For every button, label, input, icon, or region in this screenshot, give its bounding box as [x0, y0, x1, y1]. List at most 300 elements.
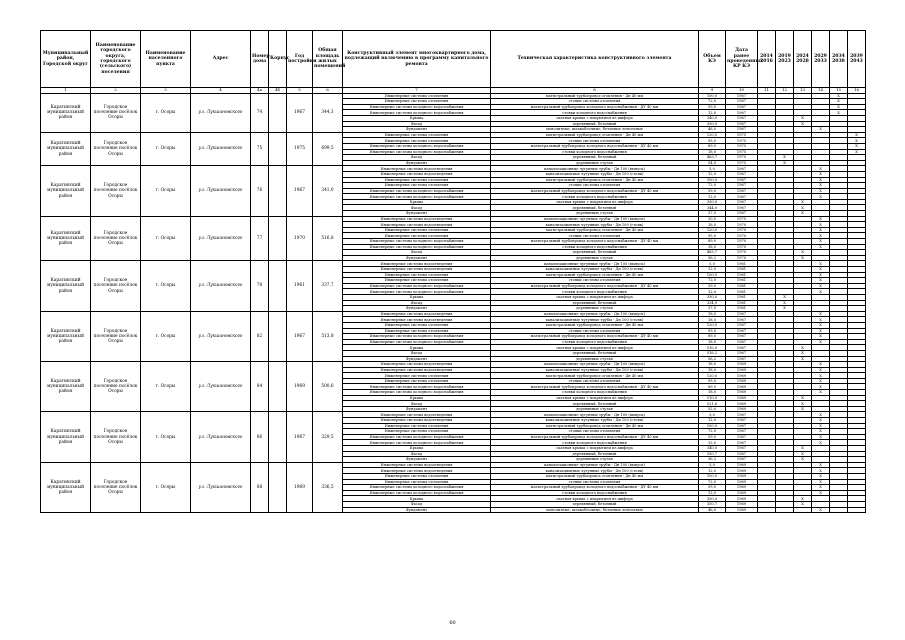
volume-cell: 463,7 [699, 250, 726, 256]
structural-element-cell: Инженерные системы водоотведения [343, 311, 491, 317]
structural-element-cell: Инженерные системы водоотведения [343, 267, 491, 273]
structural-element-cell: Инженерные системы холодного водоснабжения [343, 194, 491, 200]
district-cell: Каратинский муниципальный район [41, 261, 91, 311]
column-number: 11 [758, 88, 776, 94]
previous-repair-date-cell: 1969 [726, 378, 758, 384]
structural-element-cell: Инженерные системы холодного водоснабжения [343, 143, 491, 149]
period-mark-cell: X [812, 485, 830, 491]
structural-element-cell: Фасад [343, 300, 491, 306]
specification-cell: магистральный трубопровод холодного водоснабжения - ДУ 40 мм [491, 334, 699, 340]
volume-cell: 37,5 [699, 306, 726, 312]
column-number: 9 [699, 88, 726, 94]
period-mark-cell [758, 507, 776, 513]
structural-element-cell: Инженерные системы холодного водоснабжения [343, 334, 491, 340]
settlement-cell: Городское поселение посёлок Осоры [91, 166, 141, 216]
period-mark-cell: X [794, 401, 812, 407]
volume-cell: 350,0 [699, 121, 726, 127]
street-cell: ул. Лукшиновского [191, 261, 251, 311]
column-number: 4б [269, 88, 287, 94]
period-mark-cell: X [812, 334, 830, 340]
living-area-cell: 341,0 [313, 166, 343, 216]
header-cell: Техническая характеристика конструктивного элемента [491, 31, 699, 88]
structural-element-cell: Инженерные системы водоотведения [343, 222, 491, 228]
period-mark-cell: X [830, 104, 848, 110]
structural-element-cell: Инженерные системы водоотведения [343, 462, 491, 468]
specification-cell: скатная крыша с покрытием из шифера [491, 496, 699, 502]
volume-cell: 340,0 [699, 115, 726, 121]
column-number: 6 [313, 88, 343, 94]
structural-element-cell: Инженерные системы отопления [343, 227, 491, 233]
specification-cell: деревянные стулья [491, 406, 699, 412]
previous-repair-date-cell: 1970 [726, 250, 758, 256]
previous-repair-date-cell: 1961 [726, 294, 758, 300]
volume-cell: 12,0 [699, 267, 726, 273]
volume-cell: 340,0 [699, 446, 726, 452]
specification-cell: канализационные чугунные трубы - Дн 100 (выпуск) [491, 261, 699, 267]
volume-cell: 95,0 [699, 138, 726, 144]
building-cell [269, 362, 287, 412]
volume-cell: 72,0 [699, 183, 726, 189]
structural-element-cell: Крыша [343, 446, 491, 452]
specification-cell: магистральный трубопровод отопления - Дн 40 мм [491, 93, 699, 99]
volume-cell: 95,0 [699, 378, 726, 384]
previous-repair-date-cell: 1961 [726, 300, 758, 306]
specification-cell: стояки системы отопления [491, 99, 699, 105]
period-mark-cell: X [776, 300, 794, 306]
period-mark-cell [848, 507, 866, 513]
period-mark-cell: X [776, 294, 794, 300]
specification-cell: канализационные чугунные трубы - Дн 100 (стояк) [491, 171, 699, 177]
previous-repair-date-cell: 1969 [726, 496, 758, 502]
period-mark-cell: X [794, 211, 812, 217]
year-built-cell: 1969 [287, 462, 313, 512]
volume-cell: 100,0 [699, 177, 726, 183]
living-area-cell: 500,6 [313, 362, 343, 412]
volume-cell: 12,0 [699, 468, 726, 474]
volume-cell: 18,0 [699, 362, 726, 368]
house-number-cell: 86 [251, 412, 269, 462]
volume-cell: 510,0 [699, 395, 726, 401]
specification-cell: стояки системы отопления [491, 479, 699, 485]
previous-repair-date-cell: 1969 [726, 367, 758, 373]
locality-cell: г. Осоры [141, 93, 191, 132]
volume-cell: 59,0 [699, 104, 726, 110]
specification-cell: канализационные чугунные трубы - Дн 100 (стояк) [491, 468, 699, 474]
building-cell [269, 216, 287, 261]
structural-element-cell: Инженерные системы холодного водоснабжения [343, 244, 491, 250]
period-mark-cell: X [812, 278, 830, 284]
period-mark-cell: X [812, 261, 830, 267]
living-area-cell: 344,3 [313, 93, 343, 132]
house-number-cell: 77 [251, 216, 269, 261]
previous-repair-date-cell: 1967 [726, 412, 758, 418]
structural-element-cell: Инженерные системы отопления [343, 132, 491, 138]
previous-repair-date-cell: 1969 [726, 373, 758, 379]
structural-element-cell: Инженерные системы отопления [343, 479, 491, 485]
page-number: 60 [449, 620, 456, 626]
previous-repair-date-cell: 1967 [726, 171, 758, 177]
structural-element-cell: Фундамент [343, 255, 491, 261]
previous-repair-date-cell: 1969 [726, 507, 758, 513]
column-number: 2 [91, 88, 141, 94]
period-mark-cell: X [812, 490, 830, 496]
settlement-cell: Городское поселение посёлок Осоры [91, 462, 141, 512]
period-mark-cell: X [812, 177, 830, 183]
column-number: 7 [343, 88, 491, 94]
structural-element-cell: Инженерные системы отопления [343, 429, 491, 435]
settlement-cell: Городское поселение посёлок Осоры [91, 412, 141, 462]
structural-element-cell: Крыша [343, 345, 491, 351]
previous-repair-date-cell: 1967 [726, 183, 758, 189]
volume-cell: 350,7 [699, 501, 726, 507]
structural-element-cell: Инженерные системы отопления [343, 423, 491, 429]
period-mark-cell: X [812, 222, 830, 228]
period-mark-cell: X [812, 479, 830, 485]
locality-cell: г. Осоры [141, 311, 191, 361]
previous-repair-date-cell: 1961 [726, 283, 758, 289]
previous-repair-date-cell: 1975 [726, 155, 758, 161]
structural-element-cell: Инженерные системы холодного водоснабжения [343, 485, 491, 491]
specification-cell: магистральный трубопровод отопления - Дн 40 мм [491, 423, 699, 429]
volume-cell: 95,0 [699, 233, 726, 239]
volume-cell: 72,0 [699, 99, 726, 105]
period-mark-cell: X [794, 457, 812, 463]
specification-cell: деревянный, бетонный [491, 121, 699, 127]
year-built-cell: 1970 [287, 216, 313, 261]
year-built-cell: 1967 [287, 93, 313, 132]
volume-cell: 59,0 [699, 485, 726, 491]
structural-element-cell: Инженерные системы холодного водоснабжения [343, 339, 491, 345]
previous-repair-date-cell: 1969 [726, 406, 758, 412]
building-cell [269, 462, 287, 512]
house-number-cell: 76 [251, 166, 269, 216]
previous-repair-date-cell: 1967 [726, 166, 758, 172]
period-mark-cell: X [812, 317, 830, 323]
header-cell: 2014 2016 [758, 31, 776, 88]
specification-cell: магистральный трубопровод холодного водоснабжения - ДУ 40 мм [491, 239, 699, 245]
period-mark-cell: X [794, 356, 812, 362]
specification-cell: деревянные стулья [491, 255, 699, 261]
specification-cell: стояки системы отопления [491, 429, 699, 435]
street-cell: ул. Лукшиновского [191, 311, 251, 361]
specification-cell: деревянный, бетонный [491, 451, 699, 457]
period-mark-cell: X [812, 267, 830, 273]
structural-element-cell: Фасад [343, 121, 491, 127]
period-mark-cell: X [776, 155, 794, 161]
volume-cell: 46,0 [699, 507, 726, 513]
period-mark-cell: X [812, 227, 830, 233]
structural-element-cell: Инженерные системы отопления [343, 278, 491, 284]
previous-repair-date-cell: 1967 [726, 194, 758, 200]
specification-cell: стояки холодного водоснабжения [491, 440, 699, 446]
structural-element-cell: Инженерные системы отопления [343, 138, 491, 144]
specification-cell: канализационные чугунные трубы - Дн 100 (стояк) [491, 367, 699, 373]
structural-element-cell: Инженерные системы водоотведения [343, 468, 491, 474]
period-mark-cell: X [830, 110, 848, 116]
previous-repair-date-cell: 1967 [726, 328, 758, 334]
previous-repair-date-cell: 1969 [726, 395, 758, 401]
specification-cell: стояки холодного водоснабжения [491, 110, 699, 116]
period-mark-cell: X [812, 272, 830, 278]
settlement-cell: Городское поселение посёлок Осоры [91, 261, 141, 311]
structural-element-cell: Крыша [343, 496, 491, 502]
period-mark-cell: X [812, 378, 830, 384]
header-cell: Номер дома [251, 31, 269, 88]
period-mark-cell: X [848, 143, 866, 149]
living-area-cell: 329,5 [313, 412, 343, 462]
volume-cell: 54,0 [699, 160, 726, 166]
period-mark-cell: X [812, 339, 830, 345]
structural-element-cell: Крыша [343, 115, 491, 121]
volume-cell: 89,0 [699, 384, 726, 390]
specification-cell: стояки системы отопления [491, 328, 699, 334]
period-mark-cell: X [812, 390, 830, 396]
volume-cell: 46,0 [699, 127, 726, 133]
previous-repair-date-cell: 1967 [726, 423, 758, 429]
period-mark-cell: X [794, 496, 812, 502]
period-mark-cell [830, 507, 848, 513]
structural-element-cell: Инженерные системы холодного водоснабжения [343, 104, 491, 110]
volume-cell: 18,0 [699, 339, 726, 345]
structural-element-cell: Инженерные системы водоотведения [343, 166, 491, 172]
specification-cell: магистральный трубопровод отопления - Дн 40 мм [491, 373, 699, 379]
period-mark-cell: X [776, 306, 794, 312]
house-number-cell: 82 [251, 311, 269, 361]
previous-repair-date-cell: 1975 [726, 132, 758, 138]
period-mark-cell: X [812, 216, 830, 222]
previous-repair-date-cell: 1970 [726, 227, 758, 233]
volume-cell: 5,0 [699, 261, 726, 267]
period-mark-cell: X [794, 350, 812, 356]
column-number: 16 [848, 88, 866, 94]
previous-repair-date-cell: 1967 [726, 440, 758, 446]
volume-cell: 350,7 [699, 451, 726, 457]
previous-repair-date-cell: 1970 [726, 255, 758, 261]
previous-repair-date-cell: 1969 [726, 390, 758, 396]
specification-cell: деревянные стулья [491, 160, 699, 166]
structural-element-cell: Фасад [343, 350, 491, 356]
structural-element-cell: Инженерные системы холодного водоснабжения [343, 110, 491, 116]
specification-cell: деревянный, бетонный [491, 205, 699, 211]
locality-cell: г. Осоры [141, 166, 191, 216]
period-mark-cell: X [812, 289, 830, 295]
period-mark-cell: X [830, 93, 848, 99]
volume-cell: 100,0 [699, 423, 726, 429]
column-number: 13 [794, 88, 812, 94]
specification-cell: канализационные чугунные трубы - Дн 100 (выпуск) [491, 462, 699, 468]
period-mark-cell: X [812, 127, 830, 133]
structural-element-cell: Инженерные системы водоотведения [343, 367, 491, 373]
street-cell: ул. Лукшиновского [191, 166, 251, 216]
specification-cell: магистральный трубопровод холодного водоснабжения - ДУ 40 мм [491, 283, 699, 289]
structural-element-cell: Инженерные системы отопления [343, 272, 491, 278]
specification-cell: деревянный, бетонный [491, 350, 699, 356]
volume-cell: 59,0 [699, 434, 726, 440]
settlement-cell: Городское поселение посёлок Осоры [91, 93, 141, 132]
column-number: 14 [812, 88, 830, 94]
district-cell: Каратинский муниципальный район [41, 132, 91, 166]
volume-cell: 12,0 [699, 490, 726, 496]
period-mark-cell: X [812, 239, 830, 245]
specification-cell: канализационные чугунные трубы - Дн 100 (стояк) [491, 267, 699, 273]
period-mark-cell: X [812, 188, 830, 194]
header-cell: Объем КЭ [699, 31, 726, 88]
specification-cell: магистральный трубопровод отопления - Дн 40 мм [491, 272, 699, 278]
specification-cell: канализационные чугунные трубы - Дн 100 (выпуск) [491, 311, 699, 317]
specification-cell: канализационные чугунные трубы - Дн 100 (выпуск) [491, 412, 699, 418]
volume-cell: 120,0 [699, 227, 726, 233]
column-number: 4 [191, 88, 251, 94]
locality-cell: г. Осоры [141, 216, 191, 261]
specification-cell: магистральный трубопровод холодного водоснабжения - ДУ 40 мм [491, 143, 699, 149]
specification-cell: магистральный трубопровод отопления - Дн 40 мм [491, 132, 699, 138]
district-cell: Каратинский муниципальный район [41, 362, 91, 412]
year-built-cell: 1967 [287, 412, 313, 462]
previous-repair-date-cell: 1961 [726, 267, 758, 273]
year-built-cell: 1975 [287, 132, 313, 166]
specification-cell: стояки системы отопления [491, 278, 699, 284]
specification-cell: скатная крыша с покрытием из шифера [491, 199, 699, 205]
living-area-cell: 337,7 [313, 261, 343, 311]
specification-cell: стояки системы отопления [491, 138, 699, 144]
district-cell: Каратинский муниципальный район [41, 462, 91, 512]
period-mark-cell: X [812, 434, 830, 440]
structural-element-cell: Инженерные системы отопления [343, 93, 491, 99]
specification-cell: канализационные чугунные трубы - Дн 100 (выпуск) [491, 362, 699, 368]
specification-cell: стояки холодного водоснабжения [491, 289, 699, 295]
previous-repair-date-cell: 1969 [726, 501, 758, 507]
period-mark-cell: X [812, 233, 830, 239]
building-cell [269, 166, 287, 216]
volume-cell: 12,0 [699, 440, 726, 446]
structural-element-cell: Инженерные системы холодного водоснабжения [343, 434, 491, 440]
previous-repair-date-cell: 1969 [726, 401, 758, 407]
structural-element-cell: Инженерные системы отопления [343, 328, 491, 334]
building-cell [269, 311, 287, 361]
specification-cell: магистральный трубопровод холодного водоснабжения - ДУ 40 мм [491, 188, 699, 194]
structural-element-cell: Фундамент [343, 457, 491, 463]
period-mark-cell: X [812, 328, 830, 334]
previous-repair-date-cell: 1970 [726, 239, 758, 245]
period-mark-cell: X [812, 166, 830, 172]
period-mark-cell [776, 507, 794, 513]
header-cell: 2029 2033 [812, 31, 830, 88]
street-cell: ул. Лукшиновского [191, 132, 251, 166]
header-cell: Наименование населенного пункта [141, 31, 191, 88]
structural-element-cell: Инженерные системы холодного водоснабжения [343, 440, 491, 446]
structural-element-cell: Инженерные системы холодного водоснабжения [343, 390, 491, 396]
previous-repair-date-cell: 1961 [726, 272, 758, 278]
specification-cell: стояки холодного водоснабжения [491, 490, 699, 496]
period-mark-cell: X [776, 160, 794, 166]
previous-repair-date-cell: 1969 [726, 479, 758, 485]
previous-repair-date-cell: 1969 [726, 485, 758, 491]
structural-element-cell: Инженерные системы холодного водоснабжения [343, 239, 491, 245]
period-mark-cell: X [812, 373, 830, 379]
structural-element-cell: Инженерные системы водоотведения [343, 317, 491, 323]
header-cell: Дата ранее проведенных КР КЭ [726, 31, 758, 88]
structural-element-cell: Фундамент [343, 507, 491, 513]
volume-cell: 59,0 [699, 283, 726, 289]
district-cell: Каратинский муниципальный район [41, 311, 91, 361]
structural-element-cell: Инженерные системы водоотведения [343, 418, 491, 424]
header-cell: Конструктивный элемент многоквартирного дома, подлежащий включению в программу капитального ремонта [343, 31, 491, 88]
volume-cell: 120,0 [699, 132, 726, 138]
specification-cell: стояки холодного водоснабжения [491, 194, 699, 200]
volume-cell: 18,0 [699, 244, 726, 250]
previous-repair-date-cell: 1967 [726, 110, 758, 116]
period-mark-cell: X [794, 250, 812, 256]
previous-repair-date-cell: 1970 [726, 216, 758, 222]
previous-repair-date-cell: 1967 [726, 93, 758, 99]
structural-element-cell: Фасад [343, 250, 491, 256]
previous-repair-date-cell: 1967 [726, 322, 758, 328]
period-mark-cell: X [812, 311, 830, 317]
specification-cell: канализационные чугунные трубы - Дн 100 (стояк) [491, 222, 699, 228]
house-number-cell: 84 [251, 362, 269, 412]
specification-cell: стояки системы отопления [491, 233, 699, 239]
year-built-cell: 1961 [287, 261, 313, 311]
locality-cell: г. Осоры [141, 261, 191, 311]
previous-repair-date-cell: 1969 [726, 462, 758, 468]
structural-element-cell: Крыша [343, 395, 491, 401]
period-mark-cell: X [848, 132, 866, 138]
specification-cell: скатная крыша с покрытием из шифера [491, 395, 699, 401]
structural-element-cell: Инженерные системы отопления [343, 473, 491, 479]
volume-cell: 89,0 [699, 239, 726, 245]
header-cell: Год постройки [287, 31, 313, 88]
column-number: 5 [287, 88, 313, 94]
period-mark-cell: X [812, 429, 830, 435]
previous-repair-date-cell: 1969 [726, 362, 758, 368]
volume-cell: 100,0 [699, 272, 726, 278]
specification-cell: деревянный, бетонный [491, 401, 699, 407]
volume-cell: 12,0 [699, 110, 726, 116]
volume-cell: 95,0 [699, 328, 726, 334]
volume-cell: 5,0 [699, 462, 726, 468]
header-cell: Общая площадь жилых помещений [313, 31, 343, 88]
volume-cell: 72,0 [699, 479, 726, 485]
header-cell: Корпус [269, 31, 287, 88]
previous-repair-date-cell: 1961 [726, 306, 758, 312]
previous-repair-date-cell: 1969 [726, 468, 758, 474]
building-cell [269, 412, 287, 462]
column-number: 8 [491, 88, 699, 94]
volume-cell: 463,7 [699, 155, 726, 161]
period-mark-cell: X [812, 183, 830, 189]
previous-repair-date-cell: 1967 [726, 311, 758, 317]
specification-cell: стояки холодного водоснабжения [491, 149, 699, 155]
structural-element-cell: Инженерные системы холодного водоснабжения [343, 490, 491, 496]
previous-repair-date-cell: 1967 [726, 350, 758, 356]
column-number: 4а [251, 88, 269, 94]
period-mark-cell: X [812, 507, 830, 513]
period-mark-cell: X [794, 501, 812, 507]
structural-element-cell: Фасад [343, 451, 491, 457]
period-mark-cell: X [794, 406, 812, 412]
volume-cell: 120,0 [699, 322, 726, 328]
previous-repair-date-cell: 1967 [726, 199, 758, 205]
specification-cell: магистральный трубопровод холодного водоснабжения - ДУ 40 мм [491, 485, 699, 491]
specification-cell: канализационные чугунные трубы - Дн 100 (стояк) [491, 317, 699, 323]
volume-cell: 334,9 [699, 300, 726, 306]
year-built-cell: 1969 [287, 362, 313, 412]
period-mark-cell: X [812, 423, 830, 429]
specification-cell: скатная крыша с покрытием из шифера [491, 294, 699, 300]
previous-repair-date-cell: 1970 [726, 233, 758, 239]
locality-cell: г. Осоры [141, 462, 191, 512]
header-cell: Адрес [191, 31, 251, 88]
